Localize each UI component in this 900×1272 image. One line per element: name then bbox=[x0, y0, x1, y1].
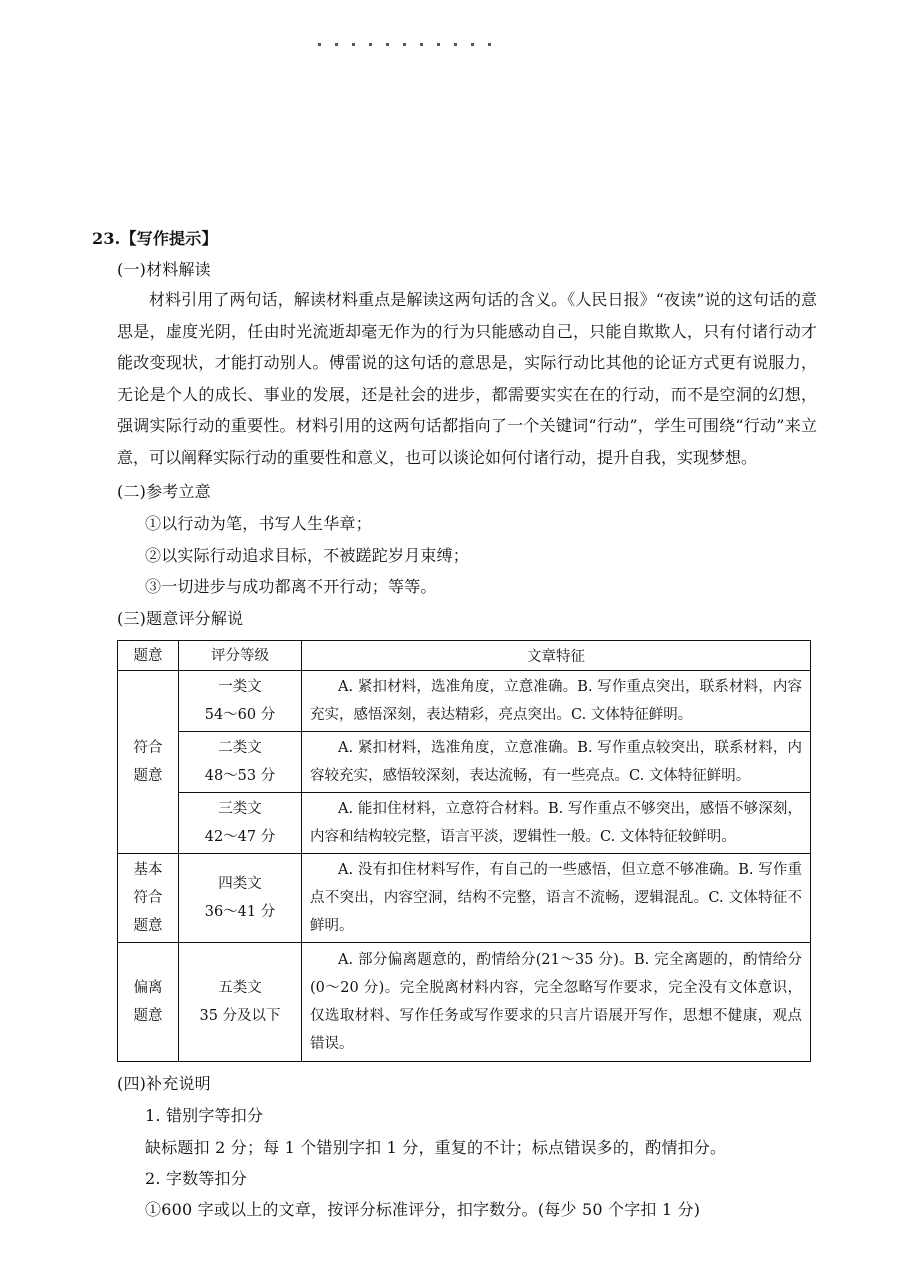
grade-cell: 五类文 35 分及以下 bbox=[179, 943, 302, 1062]
table-row bbox=[118, 943, 811, 1062]
wordcount-deduction-text: ①600 字或以上的文章，按评分标准评分，扣字数分。(每少 50 个字扣 1 分) bbox=[145, 1200, 701, 1219]
question-title bbox=[92, 229, 218, 249]
table-row bbox=[118, 671, 811, 732]
table-header-row bbox=[118, 641, 811, 671]
section-heading-3: (三)题意评分解说 bbox=[117, 609, 244, 628]
typo-deduction-title: 1. 错别字等扣分 bbox=[145, 1106, 264, 1125]
scoring-rubric-table bbox=[117, 640, 811, 1062]
scan-header-artifact bbox=[318, 40, 618, 48]
grade-cell: 四类文 36～41 分 bbox=[179, 854, 302, 943]
features-cell: A. 能扣住材料，立意符合材料。B. 写作重点不够突出，感悟不够深刻，内容和结构较完整，语言平淡，逻辑性一般。C. 文体特征较鲜明。 bbox=[302, 793, 811, 854]
group-label-matching: 符合 题意 bbox=[118, 671, 179, 854]
table-row bbox=[118, 732, 811, 793]
section-heading-1: (一)材料解读 bbox=[117, 260, 211, 279]
reference-idea-1: ①以行动为笔，书写人生华章； bbox=[145, 514, 372, 533]
material-interpretation-paragraph: 材料引用了两句话，解读材料重点是解读这两句话的含义。《人民日报》“夜读”说的这句话的意思是，虚度光阴，任由时光流逝却毫无作为的行为只能感动自己，只能自欺欺人，只有付诸行动才能改变现状，才能打动别人。傅雷说的这句话的意思是，实际行动比其他的论证方式更有说服力，无论是个人的成长、事业的发展，还是社会的进步，都需要实实在在的行动，而不是空洞的幻想，强调实际行动的重要性。材料引用的这两句话都指向了一个关键词“行动”，学生可围绕“行动”来立意，可以阐释实际行动的重要性和意义，也可以谈论如何付诸行动，提升自我，实现梦想。 bbox=[117, 290, 817, 467]
table-row bbox=[118, 793, 811, 854]
header-features: 文章特征 bbox=[302, 641, 811, 671]
features-cell: A. 没有扣住材料写作，有自己的一些感悟，但立意不够准确。B. 写作重点不突出，内容空洞，结构不完整，语言不流畅，逻辑混乱。C. 文体特征不鲜明。 bbox=[302, 854, 811, 943]
typo-deduction-text: 缺标题扣 2 分；每 1 个错别字扣 1 分，重复的不计；标点错误多的，酌情扣分。 bbox=[145, 1138, 727, 1157]
reference-idea-2: ②以实际行动追求目标，不被蹉跎岁月束缚； bbox=[145, 546, 470, 565]
reference-idea-3: ③一切进步与成功都离不开行动；等等。 bbox=[145, 577, 437, 596]
features-cell: A. 紧扣材料，选准角度，立意准确。B. 写作重点较突出，联系材料，内容较充实，感悟较深刻，表达流畅，有一些亮点。C. 文体特征鲜明。 bbox=[302, 732, 811, 793]
features-cell: A. 紧扣材料，选准角度，立意准确。B. 写作重点突出，联系材料，内容充实，感悟深刻，表达精彩，亮点突出。C. 文体特征鲜明。 bbox=[302, 671, 811, 732]
features-cell: A. 部分偏离题意的，酌情给分(21～35 分)。B. 完全离题的，酌情给分(0～20 分)。完全脱离材料内容，完全忽略写作要求，完全没有文体意识，仅选取材料、写作任务或写作要求的只言片语展开写作，思想不健康，观点错误。 bbox=[302, 943, 811, 1062]
question-number: 23. bbox=[92, 229, 121, 248]
section-heading-2: (二)参考立意 bbox=[117, 482, 211, 501]
grade-cell: 二类文 48～53 分 bbox=[179, 732, 302, 793]
section-heading-4: (四)补充说明 bbox=[117, 1074, 211, 1093]
wordcount-deduction-title: 2. 字数等扣分 bbox=[145, 1169, 247, 1188]
grade-cell: 一类文 54～60 分 bbox=[179, 671, 302, 732]
header-grade: 评分等级 bbox=[179, 641, 302, 671]
table-row bbox=[118, 854, 811, 943]
grade-cell: 三类文 42～47 分 bbox=[179, 793, 302, 854]
group-label-basic: 基本 符合 题意 bbox=[118, 854, 179, 943]
group-label-deviating: 偏离 题意 bbox=[118, 943, 179, 1062]
header-topic: 题意 bbox=[118, 641, 179, 671]
title-label: 【写作提示】 bbox=[120, 229, 218, 248]
